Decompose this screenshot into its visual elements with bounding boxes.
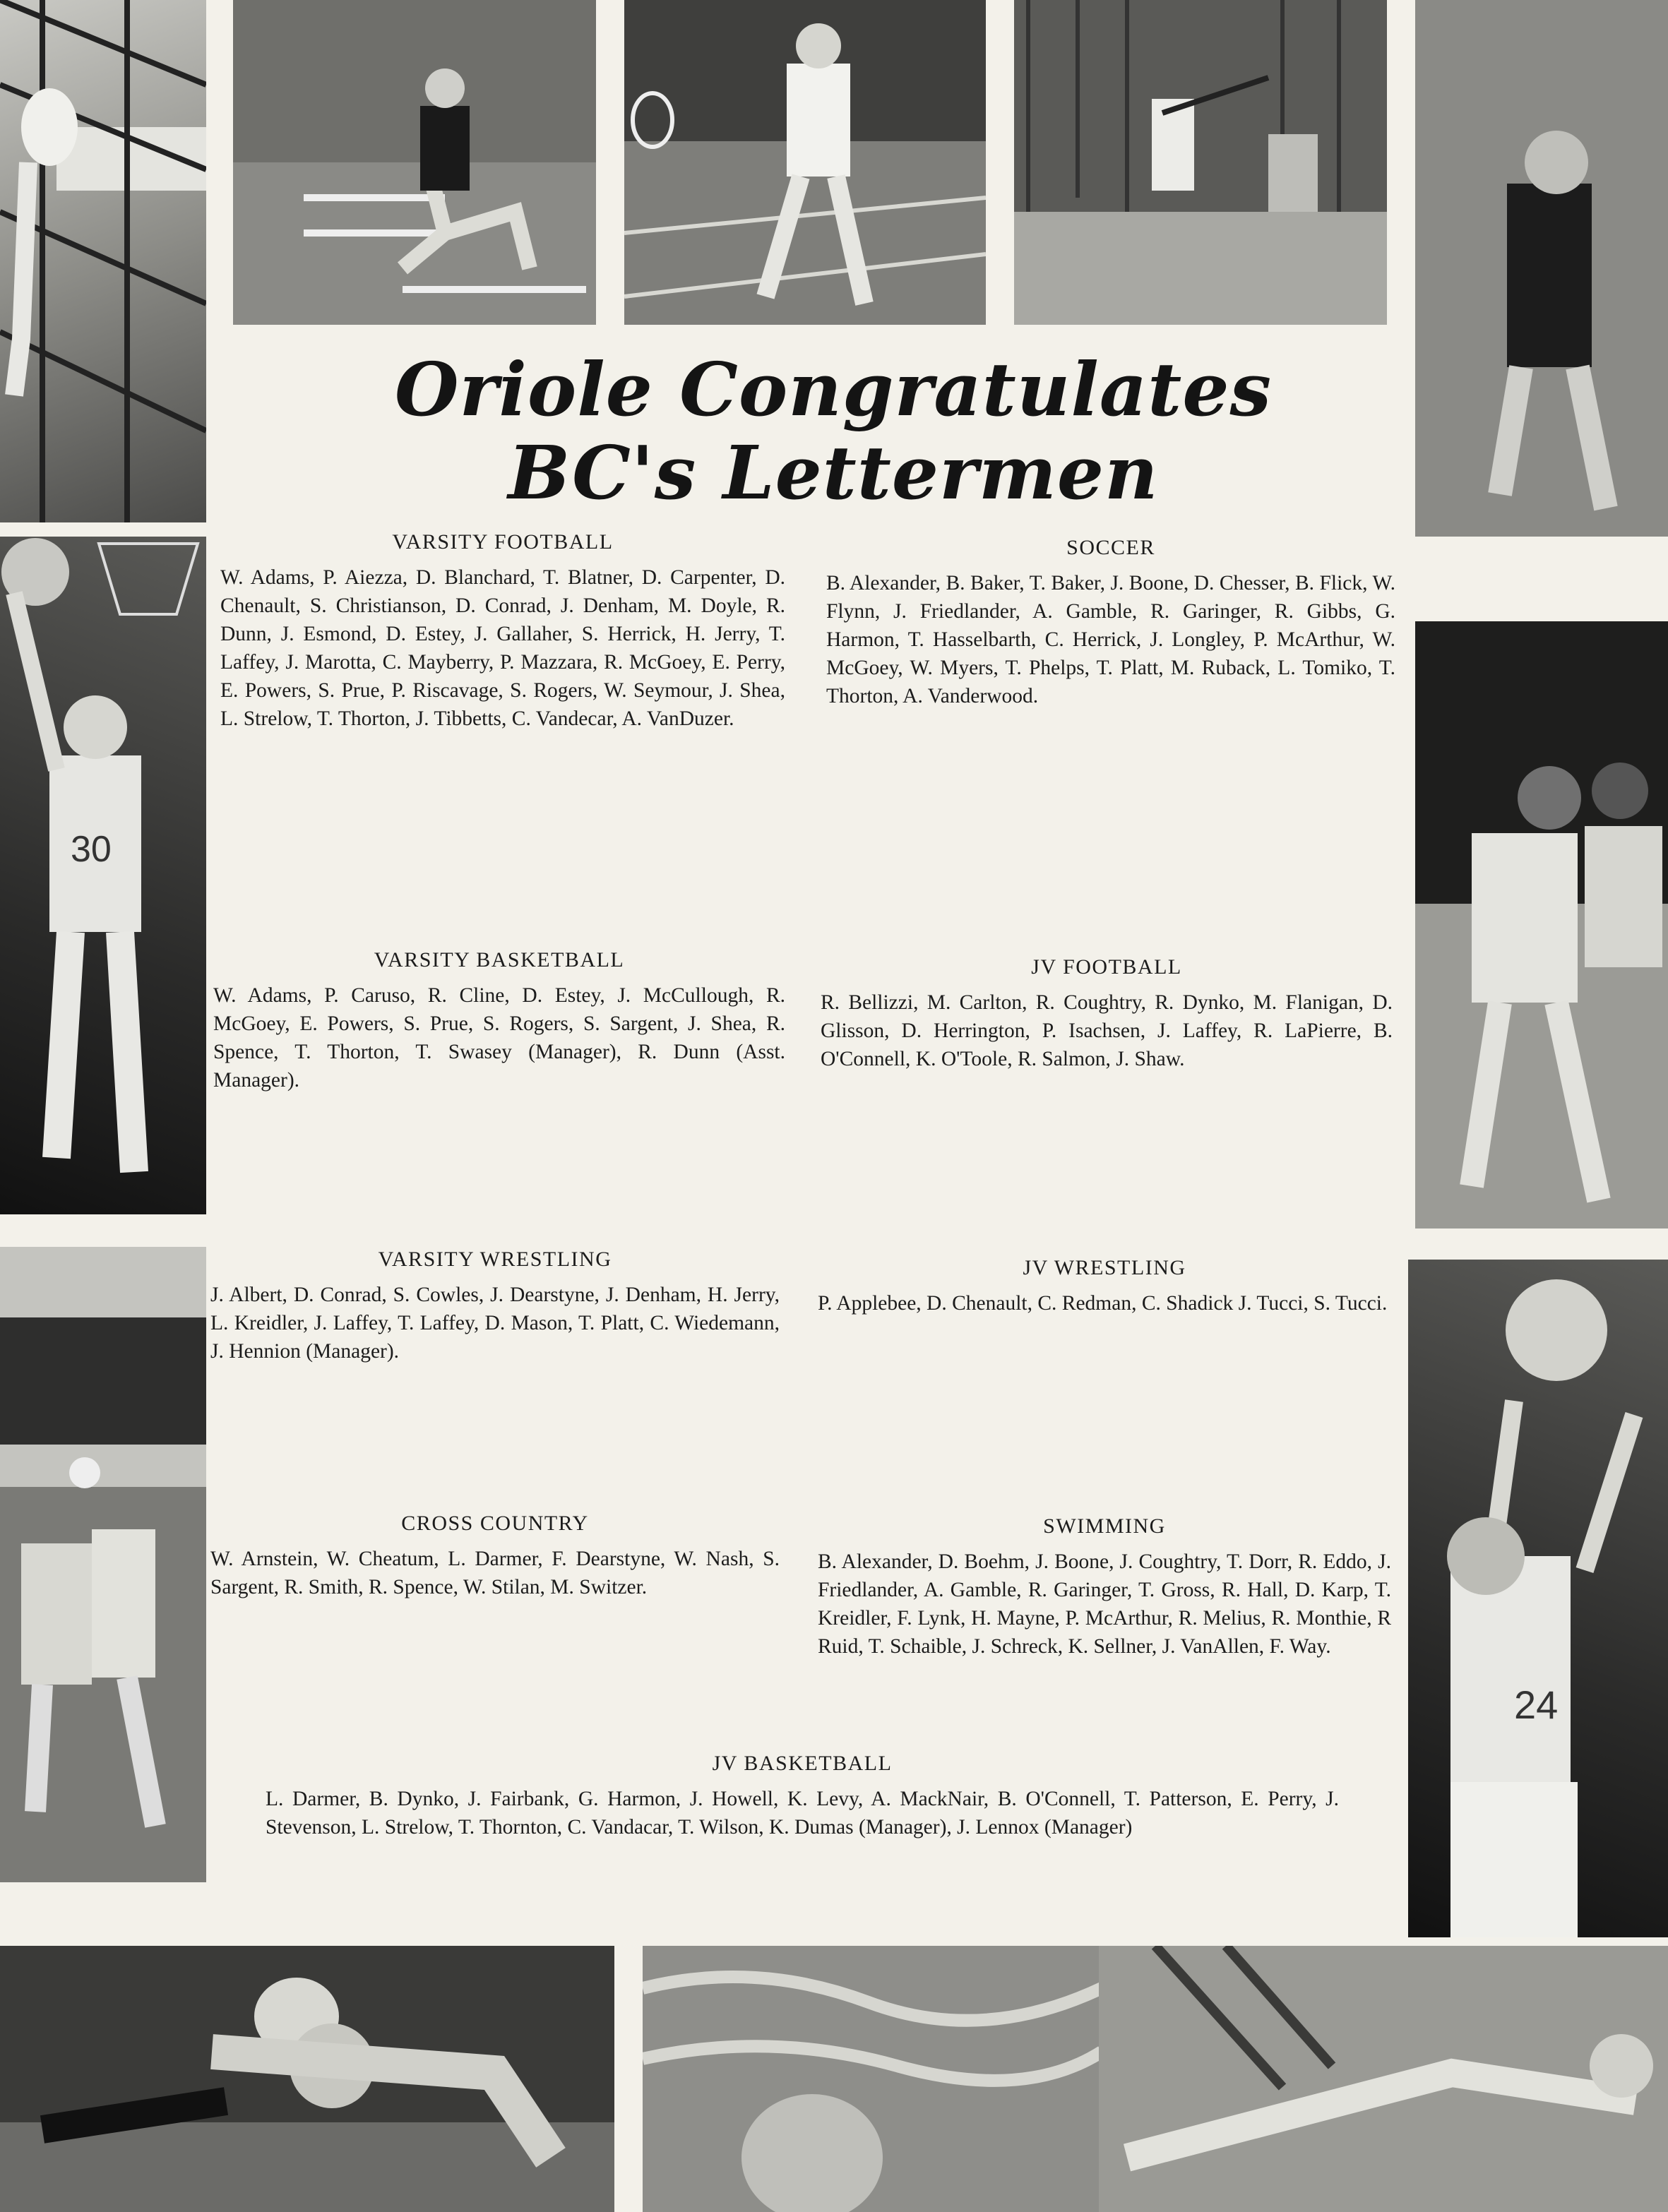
section-heading: SOCCER [1066, 536, 1155, 559]
section-heading: JV BASKETBALL [712, 1752, 893, 1775]
roster-text: L. Darmer, B. Dynko, J. Fairbank, G. Harmon, J. Howell, K. Levy, A. MackNair, B. O'Connell, T. Patterson, E. Perry, J. Stevenson, L. Strelow, T. Thornton, C. Vandacar, T. Wilson, K. Dumas (Manager), J. Lennox (Manager) [266, 1788, 1339, 1839]
jv-football-section [821, 953, 1393, 1073]
roster-text: P. Applebee, D. Chenault, C. Redman, C. Shadick J. Tucci, S. Tucci. [818, 1292, 1388, 1315]
page-title-line1: Oriole Congratulates [394, 346, 1273, 433]
section-heading: VARSITY FOOTBALL [392, 530, 614, 554]
football-photo [1415, 621, 1668, 1228]
diving-photo [1099, 1946, 1668, 2212]
soccer-section [826, 534, 1395, 710]
roster-text: W. Adams, P. Aiezza, D. Blanchard, T. Blatner, D. Carpenter, D. Chenault, S. Christianson, D. Conrad, J. Denham, M. Doyle, R. Dunn, J. Esmond, D. Estey, J. Gallaher, S. Herrick, H. Jerry, T. Laffey, J. Marotta, C. Mayberry, P. Mazzara, R. McGoey, E. Perry, E. Powers, S. Prue, P. Riscavage, S. Rogers, W. Seymour, J. Shea, L. Strelow, T. Thorton, J. Tibbetts, C. Vandecar, A. VanDuzer. [220, 566, 785, 730]
cross-country-section [210, 1509, 780, 1601]
roster-text: W. Adams, P. Caruso, R. Cline, D. Estey, J. McCullough, R. McGoey, E. Powers, S. Prue, S. Rogers, S. Sargent, J. Shea, R. Spence, T. Thorton, T. Swasey (Manager), R. Dunn (Asst. Manager). [213, 984, 785, 1092]
varsity-basketball-section [213, 946, 785, 1094]
basketball-layup-photo [0, 537, 206, 1214]
swimming-section [818, 1512, 1391, 1661]
soccer-photo [0, 1247, 206, 1882]
jersey-number-shot: 24 [1514, 1682, 1559, 1727]
section-heading: VARSITY WRESTLING [378, 1248, 612, 1271]
varsity-wrestling-section [210, 1245, 780, 1365]
roster-text: J. Albert, D. Conrad, S. Cowles, J. Dearstyne, J. Denham, H. Jerry, L. Kreidler, J. Laffey, T. Laffey, D. Mason, T. Platt, C. Wiedemann, J. Hennion (Manager). [210, 1284, 780, 1363]
varsity-football-section [220, 528, 785, 733]
jersey-number-layup: 30 [71, 829, 112, 870]
section-heading: JV WRESTLING [1023, 1256, 1186, 1279]
section-heading: JV FOOTBALL [1031, 955, 1182, 979]
tennis-photo [624, 0, 986, 325]
section-heading: VARSITY BASKETBALL [374, 948, 625, 972]
jv-wrestling-section [818, 1254, 1391, 1317]
roster-text: R. Bellizzi, M. Carlton, R. Coughtry, R. Dynko, M. Flanigan, D. Glisson, D. Herrington, P. Isachsen, J. Laffey, R. LaPierre, B. O'Connell, K. O'Toole, R. Salmon, J. Shaw. [821, 991, 1393, 1070]
basketball-shot-photo [1408, 1260, 1668, 1937]
roster-text: W. Arnstein, W. Cheatum, L. Darmer, F. Dearstyne, W. Nash, S. Sargent, R. Smith, R. Spence, W. Stilan, M. Switzer. [210, 1548, 780, 1598]
jv-basketball-section [266, 1750, 1339, 1841]
baseball-photo [1014, 0, 1387, 325]
wrestling-photo [0, 1946, 614, 2212]
hurdles-photo [233, 0, 596, 325]
volleyball-photo [0, 0, 206, 522]
page-title-line2: BC's Lettermen [508, 429, 1159, 516]
section-heading: CROSS COUNTRY [401, 1512, 589, 1535]
swimming-photo [643, 1946, 1102, 2212]
section-heading: SWIMMING [1043, 1514, 1166, 1538]
roster-text: B. Alexander, B. Baker, T. Baker, J. Boone, D. Chesser, B. Flick, W. Flynn, J. Friedlander, A. Gamble, R. Garinger, R. Gibbs, G. Harmon, T. Hasselbarth, C. Herrick, J. Longley, P. McArthur, W. McGoey, W. Myers, T. Phelps, T. Platt, M. Ruback, L. Tomiko, T. Thorton, A. Vanderwood. [826, 572, 1395, 707]
roster-text: B. Alexander, D. Boehm, J. Boone, J. Coughtry, T. Dorr, R. Eddo, J. Friedlander, A. Gamble, R. Garinger, T. Gross, R. Hall, D. Karp, T. Kreidler, F. Lynk, H. Mayne, P. McArthur, R. Melius, R. Monthie, R Ruid, T. Schaible, J. Schreck, K. Sellner, J. VanAllen, F. Way. [818, 1550, 1391, 1658]
